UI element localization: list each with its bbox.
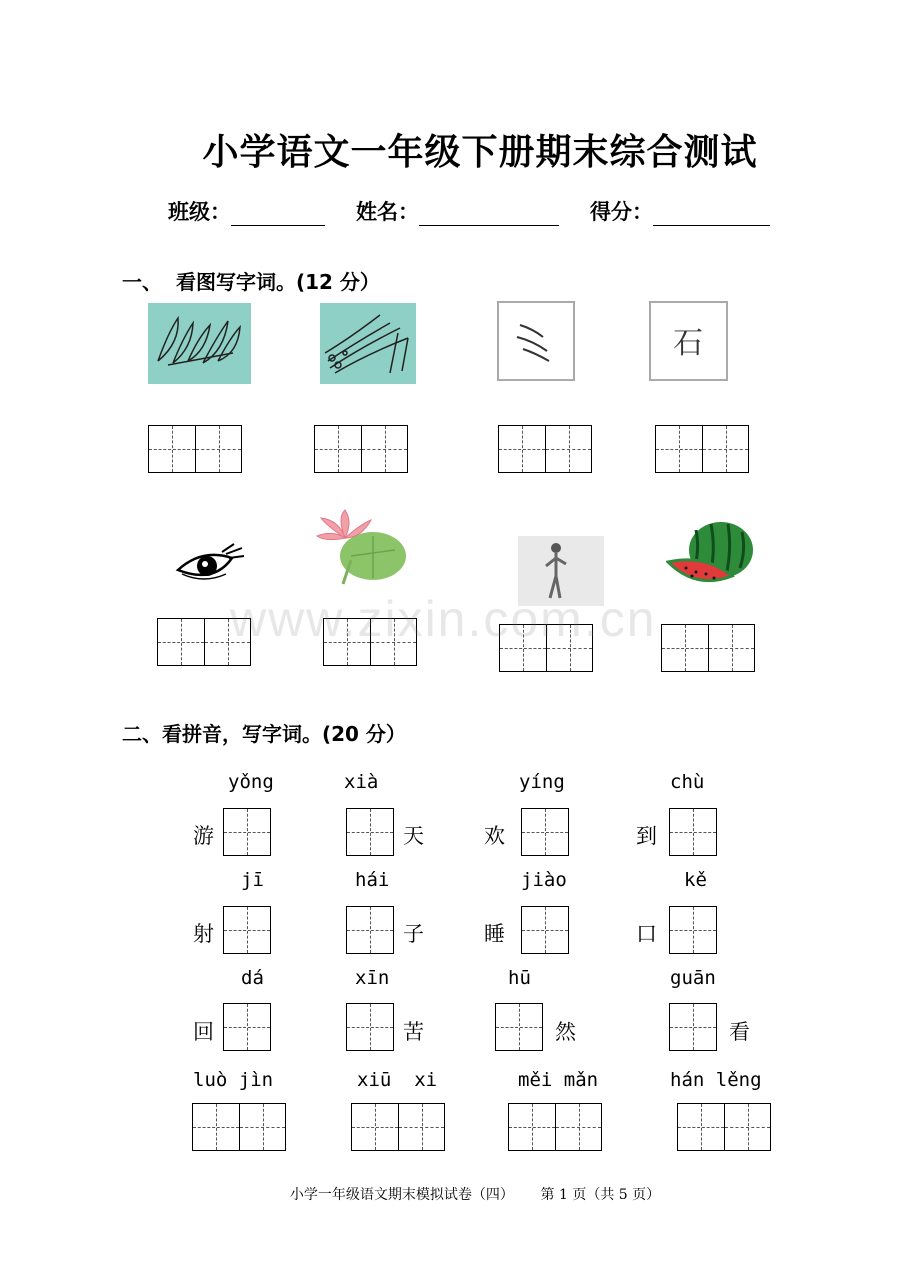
pinyin-label: yíng [519, 771, 565, 793]
pinyin-answer-box[interactable] [223, 1003, 271, 1051]
given-character: 游 [193, 824, 214, 848]
pinyin-answer-box[interactable] [669, 808, 717, 856]
pinyin-label: hái [355, 869, 390, 891]
score-blank[interactable] [653, 203, 770, 226]
answer-box-3[interactable] [498, 425, 592, 473]
pinyin-answer-box[interactable] [677, 1103, 771, 1151]
stone-character-picture [648, 301, 731, 384]
wind-grass-picture [320, 303, 416, 384]
given-character: 射 [193, 922, 214, 946]
answer-box-2[interactable] [314, 425, 408, 473]
pinyin-answer-box[interactable] [351, 1103, 445, 1151]
stone-character: 石 [673, 326, 703, 361]
page-footer: 小学一年级语文期末模拟试卷（四） 第 1 页（共 5 页） [289, 1187, 661, 1203]
watermark: www.zixin.com.cn [230, 591, 657, 647]
given-character: 子 [403, 922, 424, 946]
bamboo-leaf-picture [148, 303, 251, 384]
pinyin-label: chù [670, 771, 705, 793]
eye-picture [174, 540, 246, 586]
pinyin-answer-box[interactable] [495, 1003, 543, 1051]
class-label: 班级： [168, 200, 231, 224]
given-character: 然 [555, 1020, 576, 1044]
answer-box-1[interactable] [148, 425, 242, 473]
given-character: 到 [636, 824, 657, 848]
pinyin-label: měi mǎn [518, 1069, 599, 1091]
pinyin-answer-box[interactable] [521, 808, 569, 856]
pinyin-label: jiào [521, 869, 567, 891]
pinyin-answer-box[interactable] [223, 808, 271, 856]
class-field [168, 196, 325, 226]
section1-number: 一、 [122, 270, 162, 294]
name-label: 姓名： [356, 200, 419, 224]
pinyin-answer-box[interactable] [346, 808, 394, 856]
pinyin-answer-box[interactable] [192, 1103, 286, 1151]
pinyin-label: dá [241, 967, 264, 989]
pinyin-label: xià [344, 771, 379, 793]
pinyin-answer-box[interactable] [346, 906, 394, 954]
page-title: 小学语文一年级下册期末综合测试 [202, 132, 758, 173]
score-label: 得分： [590, 200, 653, 224]
given-character: 睡 [484, 922, 505, 946]
score-field [590, 196, 770, 226]
given-character: 口 [636, 922, 657, 946]
section1-text: 看图写字词。(12 分） [176, 270, 380, 294]
pinyin-answer-box[interactable] [223, 906, 271, 954]
watermelon-picture [666, 518, 758, 590]
given-character: 看 [729, 1020, 750, 1044]
pinyin-answer-box[interactable] [669, 1003, 717, 1051]
given-character: 欢 [484, 824, 505, 848]
pinyin-answer-box[interactable] [669, 906, 717, 954]
water-character-picture [495, 301, 578, 384]
class-blank[interactable] [231, 203, 325, 226]
lotus-picture [315, 508, 409, 586]
name-blank[interactable] [419, 203, 559, 226]
pinyin-label: hán lěng [670, 1069, 762, 1091]
pinyin-answer-box[interactable] [508, 1103, 602, 1151]
section2-heading: 二、看拼音，写字词。(20 分） [122, 722, 406, 746]
answer-box-8[interactable] [661, 624, 755, 672]
pinyin-label: jī [241, 869, 264, 891]
pinyin-answer-box[interactable] [521, 906, 569, 954]
section1-heading [122, 266, 380, 295]
name-field [356, 196, 559, 226]
pinyin-label: yǒng [228, 771, 274, 793]
pinyin-label: hū [508, 967, 531, 989]
pinyin-label: kě [684, 869, 707, 891]
pinyin-label: xīn [355, 967, 390, 989]
pinyin-label: xiū xi [357, 1069, 438, 1091]
given-character: 回 [193, 1020, 214, 1044]
given-character: 天 [403, 824, 424, 848]
pinyin-label: guān [670, 967, 716, 989]
given-character: 苦 [403, 1020, 424, 1044]
answer-box-4[interactable] [655, 425, 749, 473]
pinyin-answer-box[interactable] [346, 1003, 394, 1051]
pinyin-label: luò jìn [193, 1069, 274, 1091]
